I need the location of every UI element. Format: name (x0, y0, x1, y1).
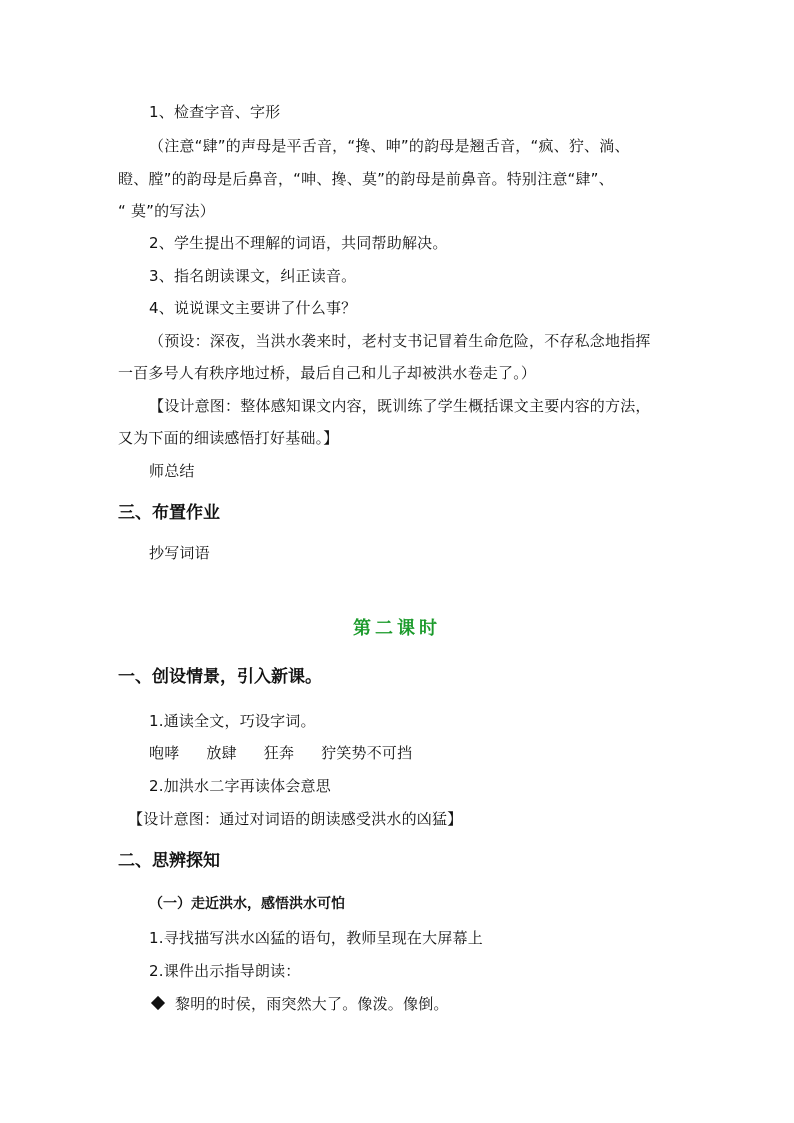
design-intent-line-1: 【设计意图：整体感知课文内容，既训练了学生概括课文主要内容的方法， (149, 397, 651, 415)
reading-bullet (153, 994, 449, 1014)
teacher-summary: 师总结 (149, 462, 195, 480)
vocabulary-word: 咆哮 (149, 744, 180, 762)
homework-heading: 三、布置作业 (118, 503, 220, 523)
part-1-item-1: 1.通读全文，巧设字词。 (149, 712, 316, 730)
design-intent-line-2: 又为下面的细读感悟打好基础。】 (118, 429, 339, 447)
step-check-pronunciation: 1、检查字音、字形 (149, 103, 281, 121)
part-2-heading: 二、思辨探知 (118, 851, 220, 871)
pronunciation-note-line-3: “ 莫”的写法） (118, 202, 215, 220)
bullet-text: 黎明的时侯，雨突然大了。像泼。像倒。 (175, 995, 449, 1013)
pronunciation-note-line-1: （注意“肆”的声母是平舌音，“搀、呻”的韵母是翘舌音，“疯、狞、淌、 (149, 137, 630, 155)
step-main-idea: 4、说说课文主要讲了什么事？ (149, 299, 357, 317)
part-1-item-2: 2.加洪水二字再读体会意思 (149, 777, 331, 795)
step-read-aloud: 3、指名朗读课文，纠正读音。 (149, 267, 357, 285)
step-vocabulary-questions: 2、学生提出不理解的词语，共同帮助解决。 (149, 234, 448, 252)
vocabulary-word: 狂奔 (263, 744, 295, 762)
diamond-bullet-icon (151, 996, 165, 1010)
vocabulary-word-list (149, 743, 434, 763)
vocabulary-word: 放肆 (206, 744, 237, 762)
preset-answer-line-2: 一百多号人有秩序地过桥，最后自己和儿子却被洪水卷走了。） (118, 364, 537, 382)
preset-answer-line-1: （预设：深夜，当洪水袭来时，老村支书记冒着生命危险，不存私念地指挥 (149, 332, 651, 350)
vocabulary-word: 狞笑势不可挡 (321, 744, 413, 762)
lesson-2-title: 第二课时 (353, 618, 441, 639)
part-1-heading: 一、创设情景，引入新课。 (118, 667, 322, 687)
part-2-subheading: （一）走近洪水，感悟洪水可怕 (149, 896, 345, 912)
part-1-design-intent: 【设计意图：通过对词语的朗读感受洪水的凶猛】 (128, 810, 463, 828)
pronunciation-note-line-2: 瞪、膛”的韵母是后鼻音，“呻、搀、莫”的韵母是前鼻音。特别注意“肆”、 (118, 170, 614, 188)
part-2-item-1: 1.寻找描写洪水凶猛的语句，教师呈现在大屏幕上 (149, 929, 483, 947)
part-2-item-2: 2.课件出示指导朗读： (149, 962, 301, 980)
homework-content: 抄写词语 (149, 544, 210, 562)
